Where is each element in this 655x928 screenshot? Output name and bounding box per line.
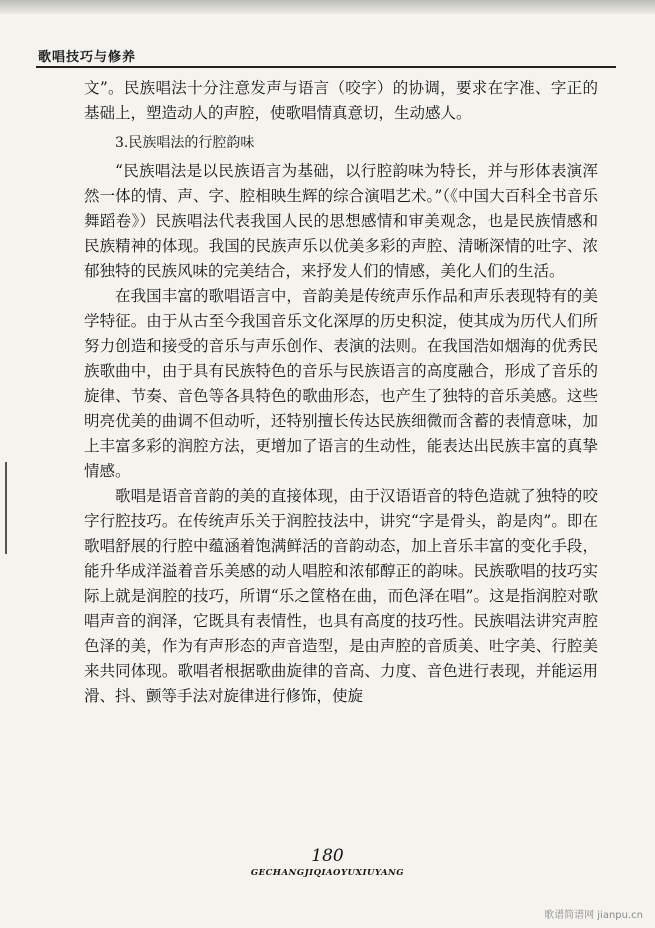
page-body bbox=[84, 76, 598, 709]
paragraph-phonetic-beauty: 在我国丰富的歌唱语言中，音韵美是传统声乐作品和声乐表现特有的美学特征。由于从古至今我国音乐文化深厚的历史积淀，使其成为历代人们所努力创造和接受的音乐与声乐创作、表演的法则。在我国浩如烟海的优秀民族歌曲中，由于具有民族特色的音乐与民族语言的高度融合，形成了音乐的旋律、节奏、音色等各具特色的歌曲形态，也产生了独特的音乐美感。这些明亮优美的曲调不但动听，还特别擅长传达民族细微而含蓄的表情意味，加上丰富多彩的润腔方法，更增加了语言的生动性，能表达出民族丰富的真挚情感。 bbox=[84, 287, 598, 480]
page-number: 180 bbox=[311, 846, 344, 866]
paragraph-continued: 文”。民族唱法十分注意发声与语言（咬字）的协调，要求在字准、字正的基础上，塑造动人的声腔，使歌唱情真意切，生动感人。 bbox=[84, 79, 598, 122]
site-watermark: 歌谱简谱网 jianpu.cn bbox=[544, 910, 643, 921]
scan-margin-mark bbox=[5, 462, 7, 554]
footer-caption: GECHANGJIQIAOYUXIUYANG bbox=[250, 868, 405, 878]
paragraph-definition: “民族唱法是以民族语言为基础，以行腔韵味为特长，并与形体表演浑然一体的情、声、字、腔相映生辉的综合演唱艺术。”（《中国大百科全书音乐舞蹈卷》）民族唱法代表我国人民的思想感情和审美观念，也是民族情感和民族精神的体现。我国的民族声乐以优美多彩的声腔、清晰深情的吐字、浓郁独特的民族风味的完美结合，来抒发人们的情感，美化人们的生活。 bbox=[84, 162, 598, 280]
section-title: 3.民族唱法的行腔韵味 bbox=[115, 135, 255, 151]
running-head: 歌唱技巧与修养 bbox=[38, 50, 137, 65]
header-rule bbox=[36, 66, 616, 68]
scan-top-edge bbox=[0, 0, 655, 14]
paragraph-singing-technique: 歌唱是语音音韵的美的直接体现，由于汉语语音的特色造就了独特的咬字行腔技巧。在传统声乐关于润腔技法中，讲究“字是骨头，韵是肉”。即在歌唱舒展的行腔中蕴涵着饱满鲜活的音韵动态，加上音乐丰富的变化手段，能升华成洋溢着音乐美感的动人唱腔和浓郁醇正的韵味。民族歌唱的技巧实际上就是润腔的技巧，所谓“乐之筐格在曲，而色泽在唱”。这是指润腔对歌唱声音的润泽，它既具有表情性，也具有高度的技巧性。民族唱法讲究声腔色泽的美，作为有声形态的声音造型，是由声腔的音质美、吐字美、行腔美来共同体现。歌唱者根据歌曲旋律的音高、力度、音色进行表现，并能运用滑、抖、颤等手法对旋律进行修饰，使旋 bbox=[84, 487, 598, 705]
